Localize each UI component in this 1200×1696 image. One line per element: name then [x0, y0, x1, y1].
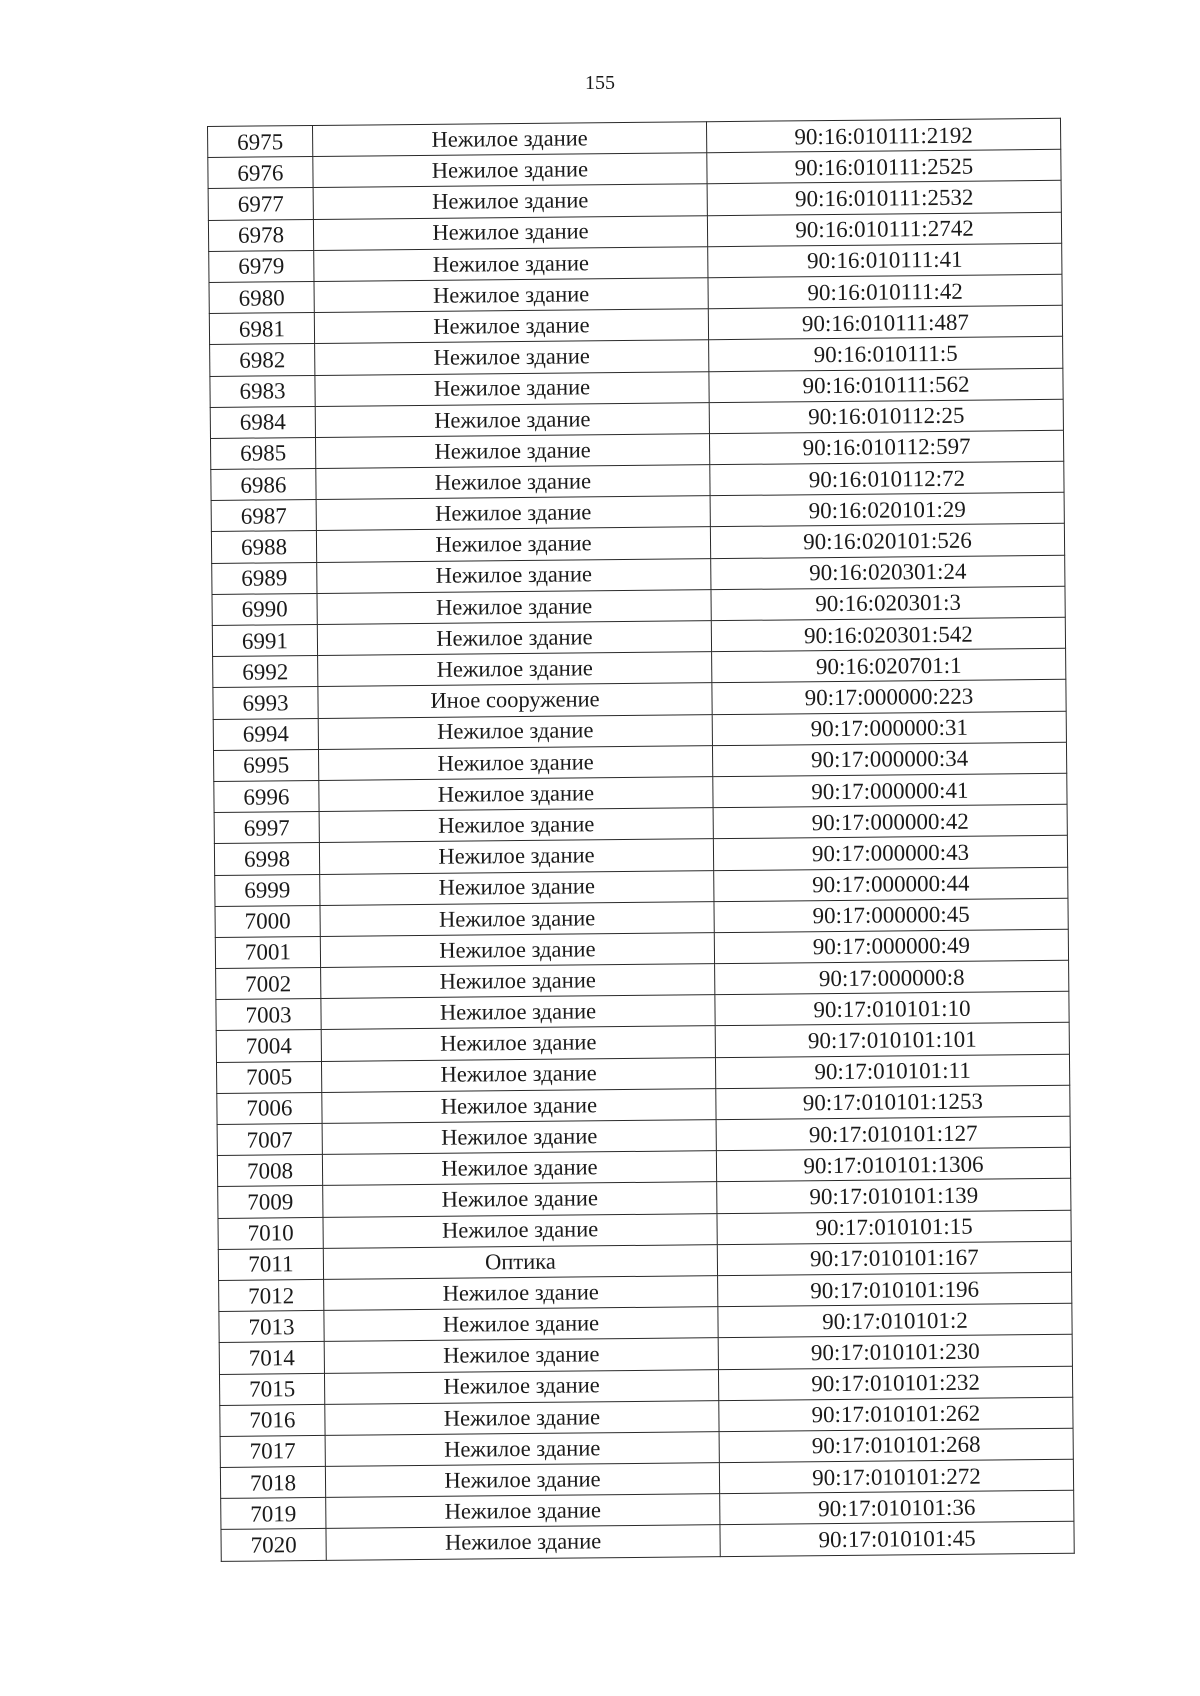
- row-number-cell: 7013: [219, 1311, 324, 1343]
- row-number-cell: 7002: [216, 968, 321, 1000]
- cadastral-number-cell: 90:16:020301:542: [711, 617, 1065, 652]
- row-number-cell: 6981: [209, 313, 314, 345]
- object-name-cell: Нежилое здание: [326, 1525, 720, 1560]
- object-name-cell: Нежилое здание: [314, 246, 708, 281]
- row-number-cell: 7004: [216, 1030, 321, 1062]
- cadastral-number-cell: 90:17:010101:10: [715, 992, 1069, 1027]
- object-name-cell: Нежилое здание: [320, 901, 714, 936]
- object-name-cell: Нежилое здание: [315, 340, 709, 375]
- cadastral-number-cell: 90:17:010101:139: [717, 1179, 1071, 1214]
- row-number-cell: 6988: [211, 531, 316, 563]
- row-number-cell: 6978: [208, 219, 313, 251]
- row-number-cell: 7000: [215, 905, 320, 937]
- object-name-cell: Нежилое здание: [321, 964, 715, 999]
- row-number-cell: 7011: [218, 1248, 323, 1280]
- object-name-cell: Нежилое здание: [318, 652, 712, 687]
- row-number-cell: 6994: [213, 718, 318, 750]
- row-number-cell: 6976: [208, 157, 313, 189]
- row-number-cell: 6993: [213, 687, 318, 719]
- row-number-cell: 6990: [212, 593, 317, 625]
- object-name-cell: Нежилое здание: [320, 933, 714, 968]
- object-name-cell: Нежилое здание: [312, 122, 706, 157]
- row-number-cell: 7018: [220, 1466, 325, 1498]
- row-number-cell: 7007: [217, 1123, 322, 1155]
- property-register-table: [207, 118, 1075, 1562]
- object-name-cell: Нежилое здание: [315, 371, 709, 406]
- row-number-cell: 6987: [211, 500, 316, 532]
- row-number-cell: 6995: [213, 749, 318, 781]
- cadastral-number-cell: 90:16:010111:5: [709, 337, 1063, 372]
- cadastral-number-cell: 90:17:010101:1253: [716, 1085, 1070, 1120]
- object-name-cell: Нежилое здание: [323, 1182, 717, 1217]
- object-name-cell: Нежилое здание: [319, 777, 713, 812]
- object-name-cell: Нежилое здание: [325, 1463, 719, 1498]
- cadastral-number-cell: 90:17:010101:45: [720, 1522, 1074, 1557]
- object-name-cell: Нежилое здание: [315, 402, 709, 437]
- row-number-cell: 6983: [210, 375, 315, 407]
- object-name-cell: Оптика: [323, 1244, 717, 1279]
- object-name-cell: Нежилое здание: [321, 1026, 715, 1061]
- cadastral-number-cell: 90:17:010101:1306: [716, 1147, 1070, 1182]
- cadastral-number-cell: 90:17:010101:11: [715, 1054, 1069, 1089]
- object-name-cell: Нежилое здание: [316, 527, 710, 562]
- row-number-cell: 6982: [210, 344, 315, 376]
- cadastral-number-cell: 90:16:010111:2192: [706, 118, 1060, 153]
- object-name-cell: Нежилое здание: [318, 714, 712, 749]
- object-name-cell: Нежилое здание: [313, 215, 707, 250]
- cadastral-number-cell: 90:16:010111:562: [709, 368, 1063, 403]
- object-name-cell: Нежилое здание: [322, 1151, 716, 1186]
- object-name-cell: Иное сооружение: [318, 683, 712, 718]
- object-name-cell: Нежилое здание: [313, 153, 707, 188]
- cadastral-number-cell: 90:17:000000:45: [714, 898, 1068, 933]
- row-number-cell: 6977: [208, 188, 313, 220]
- object-name-cell: Нежилое здание: [322, 1088, 716, 1123]
- row-number-cell: 7003: [216, 999, 321, 1031]
- object-name-cell: Нежилое здание: [322, 1120, 716, 1155]
- row-number-cell: 6999: [215, 874, 320, 906]
- cadastral-number-cell: 90:17:010101:2: [718, 1303, 1072, 1338]
- row-number-cell: 7005: [216, 1061, 321, 1093]
- object-name-cell: Нежилое здание: [318, 745, 712, 780]
- cadastral-number-cell: 90:17:010101:268: [719, 1428, 1073, 1463]
- cadastral-number-cell: 90:17:010101:196: [718, 1272, 1072, 1307]
- row-number-cell: 7010: [218, 1217, 323, 1249]
- cadastral-number-cell: 90:16:010111:2742: [707, 212, 1061, 247]
- cadastral-number-cell: 90:16:020301:24: [711, 555, 1065, 590]
- row-number-cell: 7017: [220, 1435, 325, 1467]
- cadastral-number-cell: 90:16:010111:2525: [707, 149, 1061, 184]
- object-name-cell: Нежилое здание: [323, 1213, 717, 1248]
- row-number-cell: 6998: [214, 843, 319, 875]
- row-number-cell: 7008: [217, 1155, 322, 1187]
- cadastral-number-cell: 90:17:010101:230: [718, 1335, 1072, 1370]
- page-number: 155: [585, 72, 615, 94]
- cadastral-number-cell: 90:17:010101:36: [720, 1490, 1074, 1525]
- row-number-cell: 7009: [218, 1186, 323, 1218]
- object-name-cell: Нежилое здание: [313, 184, 707, 219]
- cadastral-number-cell: 90:17:010101:15: [717, 1210, 1071, 1245]
- cadastral-number-cell: 90:17:010101:262: [719, 1397, 1073, 1432]
- cadastral-number-cell: 90:17:010101:127: [716, 1116, 1070, 1151]
- row-number-cell: 7015: [219, 1373, 324, 1405]
- cadastral-number-cell: 90:17:000000:44: [714, 867, 1068, 902]
- object-name-cell: Нежилое здание: [324, 1276, 718, 1311]
- row-number-cell: 7014: [219, 1342, 324, 1374]
- object-name-cell: Нежилое здание: [317, 558, 711, 593]
- object-name-cell: Нежилое здание: [317, 621, 711, 656]
- row-number-cell: 6997: [214, 812, 319, 844]
- cadastral-number-cell: 90:17:010101:101: [715, 1023, 1069, 1058]
- row-number-cell: 6991: [212, 624, 317, 656]
- row-number-cell: 7016: [220, 1404, 325, 1436]
- object-name-cell: Нежилое здание: [314, 278, 708, 313]
- object-name-cell: Нежилое здание: [316, 465, 710, 500]
- object-name-cell: Нежилое здание: [314, 309, 708, 344]
- object-name-cell: Нежилое здание: [325, 1432, 719, 1467]
- row-number-cell: 7012: [219, 1279, 324, 1311]
- cadastral-number-cell: 90:16:010111:42: [708, 274, 1062, 309]
- cadastral-number-cell: 90:17:000000:49: [714, 929, 1068, 964]
- row-number-cell: 6984: [210, 406, 315, 438]
- object-name-cell: Нежилое здание: [324, 1338, 718, 1373]
- cadastral-number-cell: 90:16:020701:1: [712, 648, 1066, 683]
- row-number-cell: 6980: [209, 281, 314, 313]
- cadastral-number-cell: 90:17:000000:41: [713, 773, 1067, 808]
- row-number-cell: 6996: [214, 780, 319, 812]
- table-body: [208, 118, 1075, 1561]
- object-name-cell: Нежилое здание: [324, 1369, 718, 1404]
- object-name-cell: Нежилое здание: [325, 1400, 719, 1435]
- cadastral-number-cell: 90:16:010112:597: [709, 430, 1063, 465]
- row-number-cell: 6985: [210, 437, 315, 469]
- cadastral-number-cell: 90:16:010111:487: [708, 305, 1062, 340]
- object-name-cell: Нежилое здание: [319, 839, 713, 874]
- cadastral-number-cell: 90:17:000000:31: [712, 711, 1066, 746]
- object-name-cell: Нежилое здание: [315, 434, 709, 469]
- cadastral-number-cell: 90:16:020101:29: [710, 493, 1064, 528]
- cadastral-number-cell: 90:16:020301:3: [711, 586, 1065, 621]
- row-number-cell: 6975: [208, 125, 313, 157]
- object-name-cell: Нежилое здание: [321, 995, 715, 1030]
- row-number-cell: 6992: [213, 656, 318, 688]
- cadastral-number-cell: 90:16:020101:526: [710, 524, 1064, 559]
- object-name-cell: Нежилое здание: [320, 870, 714, 905]
- object-name-cell: Нежилое здание: [324, 1307, 718, 1342]
- cadastral-number-cell: 90:17:000000:34: [712, 742, 1066, 777]
- object-name-cell: Нежилое здание: [321, 1057, 715, 1092]
- row-number-cell: 6989: [212, 562, 317, 594]
- cadastral-number-cell: 90:17:000000:223: [712, 680, 1066, 715]
- object-name-cell: Нежилое здание: [326, 1494, 720, 1529]
- row-number-cell: 6986: [211, 469, 316, 501]
- cadastral-number-cell: 90:17:000000:42: [713, 804, 1067, 839]
- row-number-cell: 6979: [209, 250, 314, 282]
- cadastral-number-cell: 90:17:010101:272: [719, 1459, 1073, 1494]
- row-number-cell: 7020: [221, 1529, 326, 1561]
- object-name-cell: Нежилое здание: [316, 496, 710, 531]
- row-number-cell: 7019: [221, 1498, 326, 1530]
- row-number-cell: 7006: [217, 1092, 322, 1124]
- cadastral-number-cell: 90:16:010112:72: [710, 461, 1064, 496]
- cadastral-number-cell: 90:16:010112:25: [709, 399, 1063, 434]
- cadastral-number-cell: 90:17:010101:167: [717, 1241, 1071, 1276]
- row-number-cell: 7001: [215, 936, 320, 968]
- object-name-cell: Нежилое здание: [319, 808, 713, 843]
- cadastral-number-cell: 90:17:010101:232: [718, 1366, 1072, 1401]
- cadastral-number-cell: 90:17:000000:8: [715, 960, 1069, 995]
- cadastral-number-cell: 90:16:010111:2532: [707, 181, 1061, 216]
- cadastral-number-cell: 90:16:010111:41: [708, 243, 1062, 278]
- object-name-cell: Нежилое здание: [317, 589, 711, 624]
- cadastral-number-cell: 90:17:000000:43: [713, 836, 1067, 871]
